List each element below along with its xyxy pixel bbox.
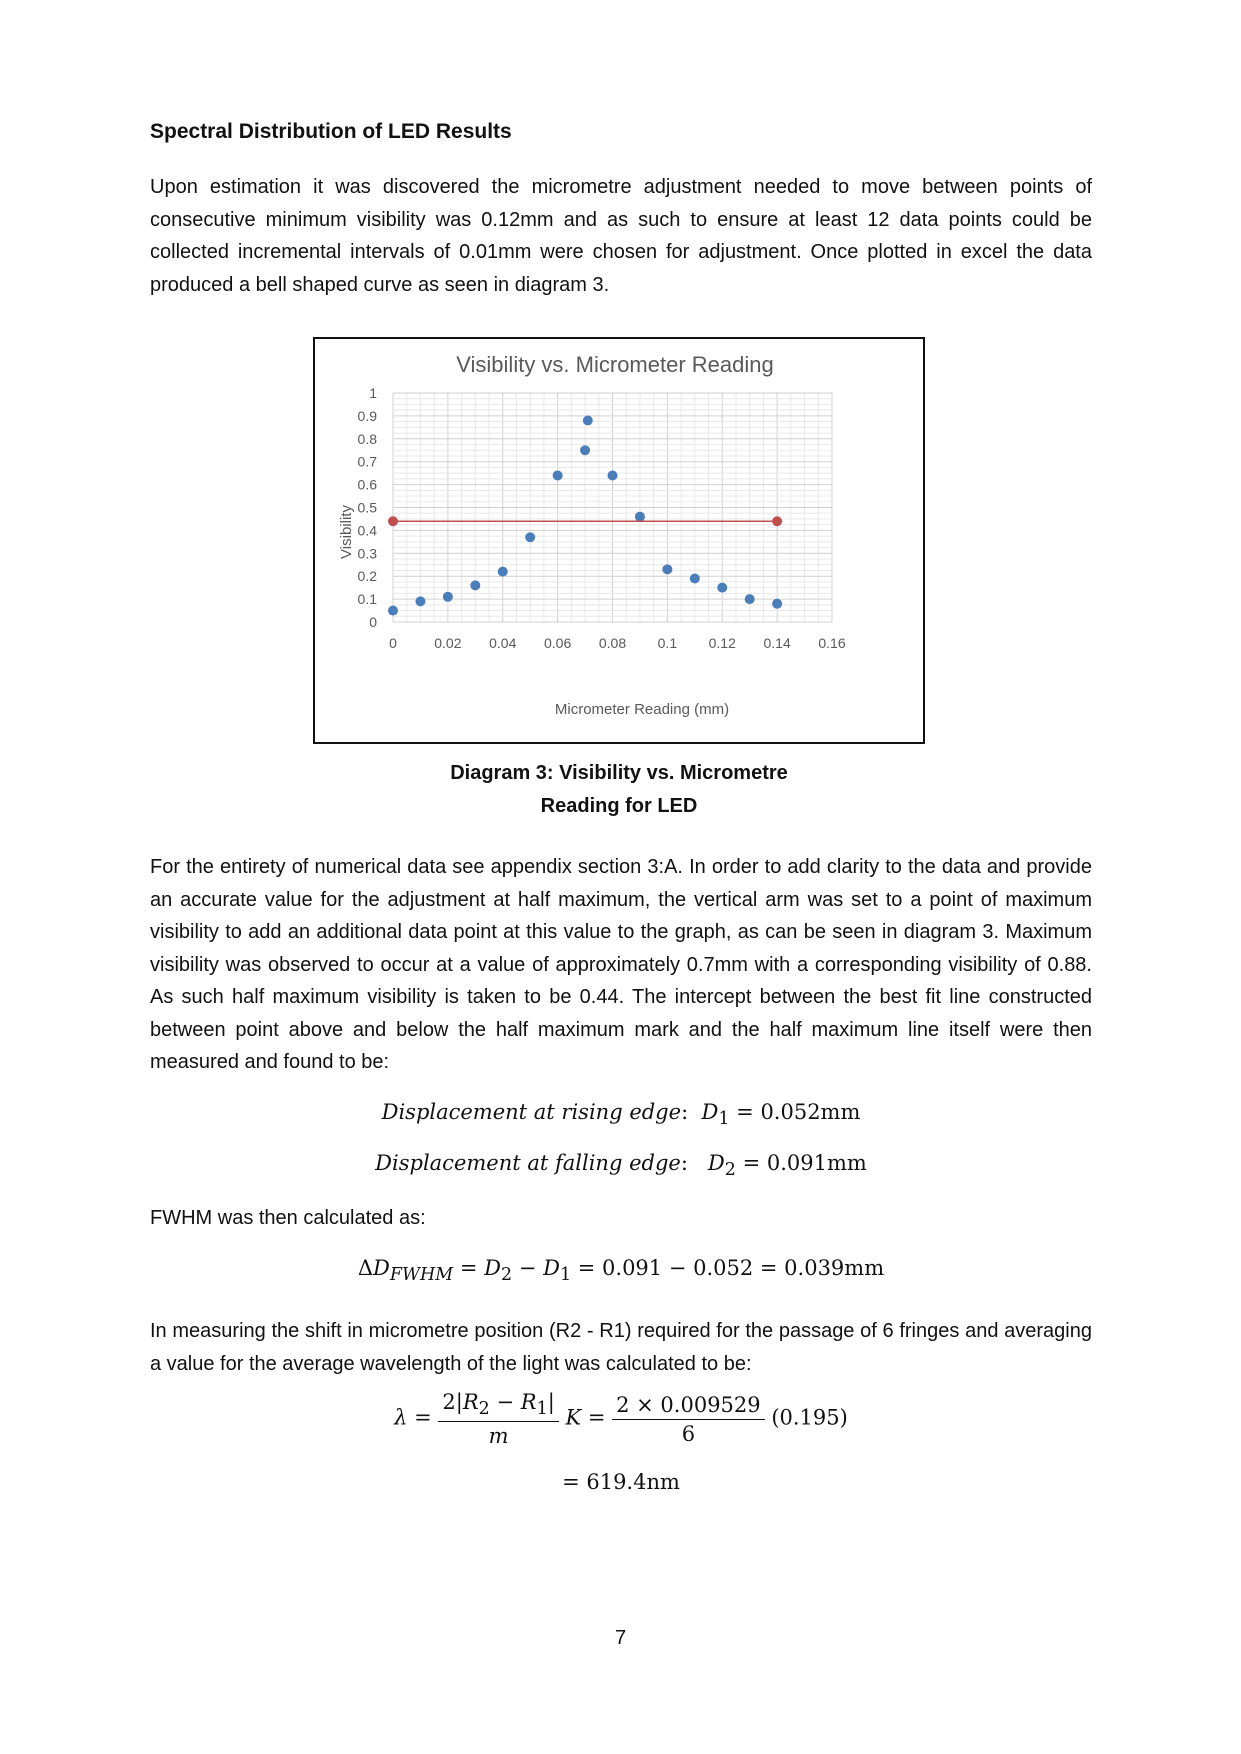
chart-grid [393, 393, 832, 622]
y-tick-label: 0 [369, 614, 377, 630]
data-point [443, 592, 453, 602]
y-tick-label: 0.3 [357, 545, 377, 562]
fwhm-result: = 0.091 − 0.052 = 0.039mm [577, 1256, 885, 1280]
figure-caption [313, 757, 925, 822]
rising-edge-label: Displacement at rising edge [381, 1100, 682, 1124]
y-tick-label: 0.5 [357, 499, 377, 516]
data-point [415, 596, 425, 606]
equation-wavelength-result: = 619.4nm [562, 1470, 680, 1494]
data-point [745, 594, 755, 604]
lambda-factor: (0.195) [771, 1405, 848, 1430]
data-point [470, 580, 480, 590]
chart-figure [313, 337, 925, 744]
visibility-chart [315, 339, 922, 741]
equation-fwhm: $\Delta D_{FWHM} = D_2 - D_1 = 0.091 - 0.052 = 0.039mm$ [357, 1256, 885, 1286]
x-axis-label: Micrometer Reading (mm) [554, 701, 730, 718]
paragraph-fwhm-intro: FWHM was then calculated as: [150, 1207, 426, 1229]
y-tick-label: 0.9 [357, 407, 377, 424]
x-tick-label: 0.06 [544, 635, 572, 651]
fraction-numeric [612, 1393, 765, 1446]
data-point [525, 532, 535, 542]
y-tick-label: 0.4 [357, 522, 377, 539]
paragraph-wavelength-intro: In measuring the shift in micrometre position (R2 - R1) required for the passage of 6 fringes and averaging a value for the average wavelength of the light was calculated to be: [150, 1320, 1092, 1375]
x-tick-label: 0.02 [434, 635, 462, 651]
paragraph-intro: Upon estimation it was discovered the micrometre adjustment needed to move between points of consecutive minimum visibility was 0.12mm and as such to ensure at least 12 data points could be collected incremental intervals of 0.01mm were chosen for adjustment. Once plotted in excel the data produced a bell shaped curve as seen in diagram 3. [150, 176, 1092, 296]
falling-edge-value: 0.091mm [766, 1151, 867, 1175]
data-point [608, 470, 618, 480]
y-tick-label: 0.2 [357, 568, 377, 585]
y-axis-label: Visibility [338, 505, 355, 559]
x-tick-label: 0.14 [763, 635, 791, 651]
data-point [580, 445, 590, 455]
data-point [662, 564, 672, 574]
caption-line-1: Diagram 3: Visibility vs. Micrometre [450, 762, 788, 784]
data-point [717, 583, 727, 593]
x-tick-label: 0.1 [657, 635, 678, 651]
data-point [772, 599, 782, 609]
half-max-point [388, 516, 398, 526]
x-tick-label: 0 [389, 635, 397, 651]
fraction-symbolic: $\frac{2|R_2 - R_1|}{m}$ [438, 1390, 558, 1448]
half-max-point [772, 516, 782, 526]
lambda-denominator: 6 [681, 1421, 696, 1446]
data-point [553, 470, 563, 480]
equation-rising-edge: Displacement at rising edge: $D_1 = 0.052mm$ [381, 1100, 861, 1130]
data-point [583, 415, 593, 425]
data-point [498, 567, 508, 577]
x-tick-label: 0.16 [818, 635, 846, 651]
equation-wavelength: λ = $\frac{2|R_2 - R_1|}{m}$ K = $\frac{2 \times 0.009529}{6}$ (0.195) [394, 1390, 848, 1449]
caption-line-2: Reading for LED [540, 794, 698, 817]
y-tick-label: 0.1 [357, 591, 377, 608]
equation-falling-edge: Displacement at falling edge: $D_2 = 0.091mm$ [375, 1151, 867, 1181]
paragraph-analysis: For the entirety of numerical data see appendix section 3:A. In order to add clarity to the data and provide an accurate value for the adjustment at half maximum, the vertical arm was set to a point of maximum visibility to add an additional data point at this value to the graph, as can be seen in diagram 3. Maximum visibility was observed to occur at a value of approximately 0.7mm with a corresponding visibility of 0.88. As such half maximum visibility is taken to be 0.44. The intercept between the best fit line constructed between point above and below the half maximum mark and the half maximum line itself were then measured and found to be: [150, 856, 1092, 1073]
section-heading: Spectral Distribution of LED Results [150, 120, 512, 143]
lambda-numerator: 2 × 0.009529 [612, 1393, 765, 1420]
y-tick-label: 0.6 [357, 476, 377, 493]
x-tick-label: 0.12 [708, 635, 736, 651]
data-point [388, 606, 398, 616]
y-tick-label: 1 [369, 385, 377, 401]
y-tick-label: 0.7 [357, 453, 377, 470]
y-tick-label: 0.8 [357, 430, 377, 447]
data-point [690, 573, 700, 583]
chart-title: Visibility vs. Micrometer Reading [456, 352, 774, 377]
falling-edge-label: Displacement at falling edge [375, 1151, 681, 1175]
rising-edge-value: 0.052mm [760, 1100, 861, 1124]
data-point [635, 512, 645, 522]
x-tick-labels [389, 635, 846, 651]
x-tick-label: 0.04 [489, 635, 517, 651]
y-tick-labels [358, 385, 378, 630]
page-number: 7 [614, 1627, 627, 1649]
x-tick-label: 0.08 [598, 635, 627, 651]
